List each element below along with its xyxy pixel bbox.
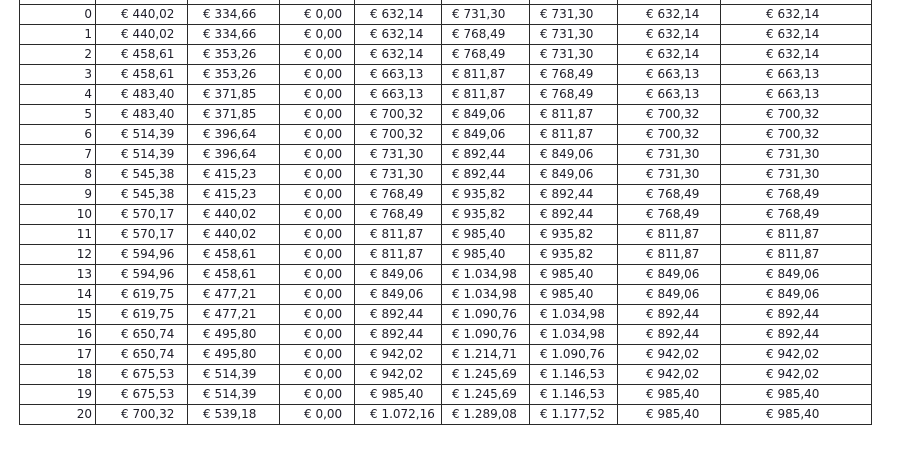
value-cell[interactable]: € 514,39 <box>96 125 188 145</box>
row-index[interactable]: 10 <box>20 205 96 225</box>
value-cell[interactable]: € 985,40 <box>618 405 721 425</box>
value-cell[interactable]: € 1.214,71 <box>442 345 530 365</box>
row-index[interactable]: 4 <box>20 85 96 105</box>
value-cell[interactable]: € 0,00 <box>280 185 355 205</box>
value-cell[interactable]: € 892,44 <box>442 145 530 165</box>
value-cell[interactable]: € 0,00 <box>280 405 355 425</box>
table-row <box>20 105 872 125</box>
row-index[interactable]: 13 <box>20 265 96 285</box>
value-cell[interactable]: € 768,49 <box>530 65 618 85</box>
value-cell[interactable]: € 477,21 <box>188 285 280 305</box>
row-index[interactable]: 19 <box>20 385 96 405</box>
value-cell[interactable]: € 700,32 <box>721 105 872 125</box>
table-row <box>20 205 872 225</box>
value-cell[interactable]: € 985,40 <box>442 225 530 245</box>
value-cell[interactable]: € 731,30 <box>618 165 721 185</box>
row-index[interactable]: 6 <box>20 125 96 145</box>
value-cell[interactable]: € 545,38 <box>96 185 188 205</box>
row-index[interactable]: 5 <box>20 105 96 125</box>
value-cell[interactable]: € 849,06 <box>355 265 442 285</box>
value-cell[interactable]: € 849,06 <box>618 265 721 285</box>
value-cell[interactable]: € 458,61 <box>188 245 280 265</box>
value-cell[interactable]: € 0,00 <box>280 265 355 285</box>
value-cell[interactable]: € 632,14 <box>721 25 872 45</box>
value-cell[interactable]: € 849,06 <box>618 285 721 305</box>
value-cell[interactable]: € 619,75 <box>96 285 188 305</box>
row-index[interactable]: 18 <box>20 365 96 385</box>
value-cell[interactable]: € 849,06 <box>530 165 618 185</box>
value-cell[interactable]: € 768,49 <box>355 205 442 225</box>
row-index[interactable]: 3 <box>20 65 96 85</box>
value-cell[interactable]: € 811,87 <box>618 245 721 265</box>
salary-table <box>19 0 871 425</box>
value-cell[interactable]: € 663,13 <box>721 65 872 85</box>
value-cell[interactable]: € 700,32 <box>96 405 188 425</box>
row-index[interactable]: 2 <box>20 45 96 65</box>
value-cell[interactable]: € 1.245,69 <box>442 385 530 405</box>
value-cell[interactable]: € 768,49 <box>618 205 721 225</box>
value-cell[interactable]: € 514,39 <box>188 365 280 385</box>
value-cell[interactable]: € 514,39 <box>96 145 188 165</box>
table-row <box>20 125 872 145</box>
value-cell[interactable]: € 675,53 <box>96 385 188 405</box>
value-cell[interactable]: € 415,23 <box>188 185 280 205</box>
value-cell[interactable]: € 942,02 <box>721 365 872 385</box>
value-cell[interactable]: € 942,02 <box>355 345 442 365</box>
row-index[interactable]: 17 <box>20 345 96 365</box>
value-cell[interactable]: € 632,14 <box>721 45 872 65</box>
table-body <box>20 0 872 425</box>
value-cell[interactable]: € 1.090,76 <box>442 305 530 325</box>
value-cell[interactable]: € 663,13 <box>618 85 721 105</box>
value-cell[interactable]: € 892,44 <box>442 165 530 185</box>
value-cell[interactable]: € 0,00 <box>280 305 355 325</box>
row-index[interactable]: 0 <box>20 5 96 25</box>
value-cell[interactable]: € 985,40 <box>618 385 721 405</box>
value-cell[interactable]: € 731,30 <box>442 5 530 25</box>
value-cell[interactable]: € 0,00 <box>280 65 355 85</box>
value-cell[interactable]: € 731,30 <box>530 25 618 45</box>
value-cell[interactable]: € 396,64 <box>188 145 280 165</box>
value-cell[interactable]: € 458,61 <box>188 265 280 285</box>
table-row <box>20 265 872 285</box>
row-index[interactable]: 16 <box>20 325 96 345</box>
value-cell[interactable]: € 1.034,98 <box>530 325 618 345</box>
row-index[interactable]: 14 <box>20 285 96 305</box>
value-cell[interactable]: € 700,32 <box>355 105 442 125</box>
table-row <box>20 5 872 25</box>
value-cell[interactable]: € 663,13 <box>355 85 442 105</box>
value-cell[interactable]: € 650,74 <box>96 325 188 345</box>
value-cell[interactable]: € 700,32 <box>618 125 721 145</box>
value-cell[interactable]: € 849,06 <box>721 285 872 305</box>
value-cell[interactable]: € 663,13 <box>355 65 442 85</box>
value-cell[interactable]: € 0,00 <box>280 225 355 245</box>
value-cell[interactable]: € 495,80 <box>188 345 280 365</box>
value-cell[interactable]: € 371,85 <box>188 105 280 125</box>
value-cell[interactable]: € 440,02 <box>96 25 188 45</box>
value-cell[interactable]: € 942,02 <box>618 345 721 365</box>
value-cell[interactable]: € 371,85 <box>188 85 280 105</box>
value-cell[interactable]: € 0,00 <box>280 165 355 185</box>
value-cell[interactable]: € 731,30 <box>530 5 618 25</box>
value-cell[interactable]: € 570,17 <box>96 205 188 225</box>
value-cell[interactable]: € 594,96 <box>96 265 188 285</box>
value-cell[interactable]: € 892,44 <box>721 325 872 345</box>
value-cell[interactable]: € 0,00 <box>280 205 355 225</box>
value-cell[interactable]: € 0,00 <box>280 345 355 365</box>
value-cell[interactable]: € 700,32 <box>721 125 872 145</box>
value-cell[interactable]: € 985,40 <box>530 285 618 305</box>
row-index[interactable]: 12 <box>20 245 96 265</box>
value-cell[interactable]: € 731,30 <box>721 165 872 185</box>
value-cell[interactable]: € 1.072,16 <box>355 405 442 425</box>
table-row <box>20 85 872 105</box>
value-cell[interactable]: € 892,44 <box>530 205 618 225</box>
row-index[interactable]: 1 <box>20 25 96 45</box>
table-row <box>20 185 872 205</box>
value-cell[interactable]: € 935,82 <box>442 205 530 225</box>
value-cell[interactable]: € 942,02 <box>355 365 442 385</box>
value-cell[interactable]: € 892,44 <box>721 305 872 325</box>
value-cell[interactable]: € 811,87 <box>530 105 618 125</box>
value-cell[interactable]: € 892,44 <box>618 325 721 345</box>
value-cell[interactable]: € 632,14 <box>618 5 721 25</box>
table-row <box>20 25 872 45</box>
value-cell[interactable]: € 458,61 <box>96 45 188 65</box>
value-cell[interactable]: € 675,53 <box>96 365 188 385</box>
value-cell[interactable]: € 0,00 <box>280 385 355 405</box>
value-cell[interactable]: € 892,44 <box>355 325 442 345</box>
value-cell[interactable]: € 985,40 <box>721 405 872 425</box>
value-cell[interactable]: € 935,82 <box>530 245 618 265</box>
value-cell[interactable]: € 1.034,98 <box>442 265 530 285</box>
value-cell[interactable]: € 985,40 <box>442 245 530 265</box>
value-cell[interactable]: € 0,00 <box>280 245 355 265</box>
value-cell[interactable]: € 570,17 <box>96 225 188 245</box>
value-cell[interactable]: € 731,30 <box>721 145 872 165</box>
value-cell[interactable]: € 458,61 <box>96 65 188 85</box>
value-cell[interactable]: € 811,87 <box>721 245 872 265</box>
row-index[interactable]: 15 <box>20 305 96 325</box>
table-row <box>20 45 872 65</box>
row-index[interactable]: 7 <box>20 145 96 165</box>
value-cell[interactable]: € 731,30 <box>530 45 618 65</box>
salary-grid <box>19 0 872 425</box>
table-row <box>20 325 872 345</box>
value-cell[interactable]: € 594,96 <box>96 245 188 265</box>
table-row <box>20 345 872 365</box>
value-cell[interactable]: € 0,00 <box>280 325 355 345</box>
value-cell[interactable]: € 768,49 <box>530 85 618 105</box>
value-cell[interactable]: € 0,00 <box>280 365 355 385</box>
value-cell[interactable]: € 632,14 <box>355 45 442 65</box>
value-cell[interactable]: € 663,13 <box>618 65 721 85</box>
value-cell[interactable]: € 1.034,98 <box>442 285 530 305</box>
table-row <box>20 305 872 325</box>
table-row <box>20 385 872 405</box>
value-cell[interactable]: € 650,74 <box>96 345 188 365</box>
value-cell[interactable]: € 483,40 <box>96 105 188 125</box>
value-cell[interactable]: € 849,06 <box>530 145 618 165</box>
value-cell[interactable]: € 1.090,76 <box>530 345 618 365</box>
value-cell[interactable]: € 768,49 <box>721 185 872 205</box>
table-row <box>20 285 872 305</box>
value-cell[interactable]: € 768,49 <box>618 185 721 205</box>
value-cell[interactable]: € 0,00 <box>280 105 355 125</box>
value-cell[interactable]: € 892,44 <box>355 305 442 325</box>
value-cell[interactable]: € 1.090,76 <box>442 325 530 345</box>
value-cell[interactable]: € 334,66 <box>188 5 280 25</box>
value-cell[interactable]: € 985,40 <box>721 385 872 405</box>
value-cell[interactable]: € 396,64 <box>188 125 280 145</box>
value-cell[interactable]: € 1.034,98 <box>530 305 618 325</box>
value-cell[interactable]: € 483,40 <box>96 85 188 105</box>
value-cell[interactable]: € 985,40 <box>355 385 442 405</box>
value-cell[interactable]: € 0,00 <box>280 5 355 25</box>
table-row <box>20 365 872 385</box>
value-cell[interactable]: € 353,26 <box>188 65 280 85</box>
value-cell[interactable]: € 1.146,53 <box>530 365 618 385</box>
table-row <box>20 245 872 265</box>
value-cell[interactable]: € 545,38 <box>96 165 188 185</box>
value-cell[interactable]: € 539,18 <box>188 405 280 425</box>
table-row <box>20 145 872 165</box>
value-cell[interactable]: € 0,00 <box>280 145 355 165</box>
row-index[interactable]: 9 <box>20 185 96 205</box>
table-row <box>20 225 872 245</box>
value-cell[interactable]: € 632,14 <box>618 45 721 65</box>
value-cell[interactable]: € 768,49 <box>721 205 872 225</box>
value-cell[interactable]: € 700,32 <box>355 125 442 145</box>
value-cell[interactable]: € 849,06 <box>721 265 872 285</box>
value-cell[interactable]: € 1.146,53 <box>530 385 618 405</box>
value-cell[interactable]: € 811,87 <box>618 225 721 245</box>
row-index[interactable]: 8 <box>20 165 96 185</box>
value-cell[interactable]: € 632,14 <box>355 5 442 25</box>
value-cell[interactable]: € 811,87 <box>530 125 618 145</box>
row-index[interactable]: 11 <box>20 225 96 245</box>
value-cell[interactable]: € 440,02 <box>188 225 280 245</box>
value-cell[interactable]: € 942,02 <box>618 365 721 385</box>
value-cell[interactable]: € 892,44 <box>618 305 721 325</box>
value-cell[interactable]: € 892,44 <box>530 185 618 205</box>
value-cell[interactable]: € 1.289,08 <box>442 405 530 425</box>
value-cell[interactable]: € 0,00 <box>280 25 355 45</box>
value-cell[interactable]: € 768,49 <box>442 25 530 45</box>
value-cell[interactable]: € 632,14 <box>355 25 442 45</box>
value-cell[interactable]: € 0,00 <box>280 45 355 65</box>
value-cell[interactable]: € 415,23 <box>188 165 280 185</box>
value-cell[interactable]: € 0,00 <box>280 85 355 105</box>
value-cell[interactable]: € 811,87 <box>355 225 442 245</box>
value-cell[interactable]: € 811,87 <box>442 65 530 85</box>
value-cell[interactable]: € 619,75 <box>96 305 188 325</box>
value-cell[interactable]: € 849,06 <box>442 125 530 145</box>
value-cell[interactable]: € 632,14 <box>618 25 721 45</box>
value-cell[interactable]: € 0,00 <box>280 285 355 305</box>
value-cell[interactable]: € 495,80 <box>188 325 280 345</box>
value-cell[interactable]: € 632,14 <box>721 5 872 25</box>
value-cell[interactable]: € 0,00 <box>280 125 355 145</box>
value-cell[interactable]: € 334,66 <box>188 25 280 45</box>
value-cell[interactable]: € 985,40 <box>530 265 618 285</box>
value-cell[interactable]: € 731,30 <box>618 145 721 165</box>
value-cell[interactable]: € 663,13 <box>721 85 872 105</box>
row-index[interactable]: 20 <box>20 405 96 425</box>
value-cell[interactable]: € 942,02 <box>721 345 872 365</box>
table-row <box>20 405 872 425</box>
value-cell[interactable]: € 440,02 <box>188 205 280 225</box>
value-cell[interactable]: € 1.177,52 <box>530 405 618 425</box>
table-row <box>20 65 872 85</box>
table-row <box>20 165 872 185</box>
value-cell[interactable]: € 935,82 <box>442 185 530 205</box>
value-cell[interactable]: € 1.245,69 <box>442 365 530 385</box>
value-cell[interactable]: € 353,26 <box>188 45 280 65</box>
value-cell[interactable]: € 514,39 <box>188 385 280 405</box>
value-cell[interactable]: € 768,49 <box>355 185 442 205</box>
value-cell[interactable]: € 849,06 <box>442 105 530 125</box>
value-cell[interactable]: € 768,49 <box>442 45 530 65</box>
value-cell[interactable]: € 935,82 <box>530 225 618 245</box>
value-cell[interactable]: € 811,87 <box>355 245 442 265</box>
value-cell[interactable]: € 440,02 <box>96 5 188 25</box>
value-cell[interactable]: € 700,32 <box>618 105 721 125</box>
value-cell[interactable]: € 811,87 <box>721 225 872 245</box>
value-cell[interactable]: € 731,30 <box>355 165 442 185</box>
value-cell[interactable]: € 477,21 <box>188 305 280 325</box>
value-cell[interactable]: € 811,87 <box>442 85 530 105</box>
value-cell[interactable]: € 849,06 <box>355 285 442 305</box>
value-cell[interactable]: € 731,30 <box>355 145 442 165</box>
